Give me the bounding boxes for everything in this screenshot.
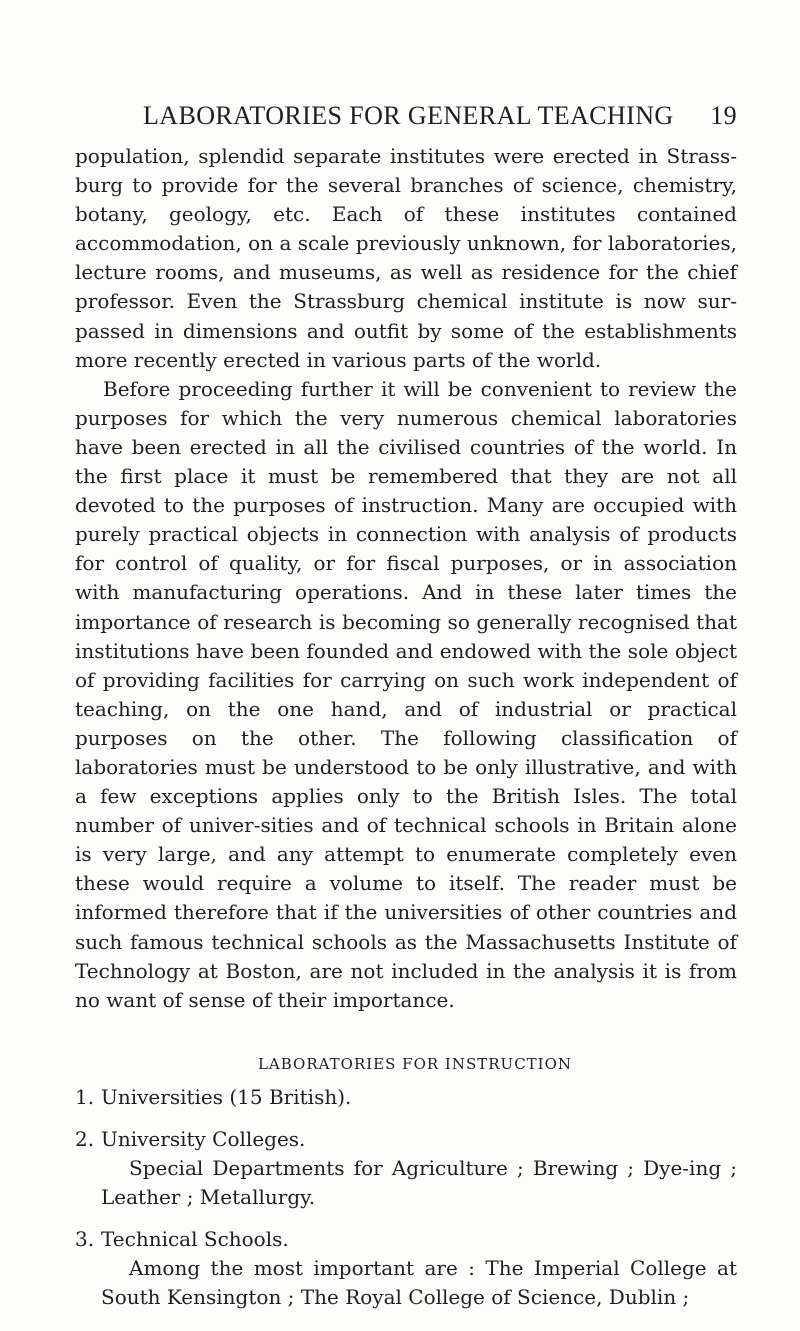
list-item-description: Special Departments for Agriculture ; Brewing ; Dye-ing ; Leather ; Metallurgy. [101, 1155, 737, 1209]
body-text [75, 142, 737, 1015]
running-title: LABORATORIES FOR GENERAL TEACHING [143, 101, 674, 130]
paragraph-continued: population, splendid separate institutes were erected in Strass-burg to provide for the several branches of science, chemistry, botany, geology, etc. Each of these institutes contained accommodation, on a scale previously unknown, for laboratories, lecture rooms, and museums, as well as residence for the chief professor. Even the Strassburg chemical institute is now sur-passed in dimensions and outfit by some of the establishments more recently erected in various parts of the world. [75, 144, 737, 372]
page-number: 19 [710, 101, 737, 130]
classification-list [75, 1083, 737, 1312]
list-item-title: Universities (15 British). [101, 1084, 352, 1109]
list-item-technical-schools [75, 1225, 737, 1312]
list-item-title: University Colleges. [101, 1126, 306, 1151]
paragraph: Before proceeding further it will be convenient to review the purposes for which the very numerous chemical laboratories have been erected in all the civilised countries of the world. In the first place it must be remembered that they are not all devoted to the purposes of instruction. Many are occupied with purely practical objects in connection with analysis of products for control of quality, or for fiscal purposes, or in association with manufacturing operations. And in these later times the importance of research is becoming so generally recognised that institutions have been founded and endowed with the sole object of providing facilities for carrying on such work independent of teaching, on the one hand, and of industrial or practical purposes on the other. The following classification of laboratories must be understood to be only illustrative, and with a few exceptions applies only to the British Isles. The total number of univer-sities and of technical schools in Britain alone is very large, and any attempt to enumerate completely even these would require a volume to itself. The reader must be informed therefore that if the universities of other countries and such famous technical schools as the Massachusetts Institute of Technology at Boston, are not included in the analysis it is from no want of sense of their importance. [75, 376, 737, 1012]
section-heading: LABORATORIES FOR INSTRUCTION [257, 1054, 573, 1073]
list-item-universities [75, 1083, 737, 1112]
list-item-number: 2. [75, 1126, 95, 1151]
running-header [75, 93, 737, 133]
list-item-number: 1. [75, 1084, 95, 1109]
list-item-number: 3. [75, 1226, 95, 1251]
list-item-description: Among the most important are : The Imperial College at South Kensington ; The Royal College of Science, Dublin ; [101, 1255, 737, 1309]
list-item-university-colleges [75, 1125, 737, 1212]
list-item-title: Technical Schools. [101, 1226, 289, 1251]
book-page [75, 93, 737, 1325]
